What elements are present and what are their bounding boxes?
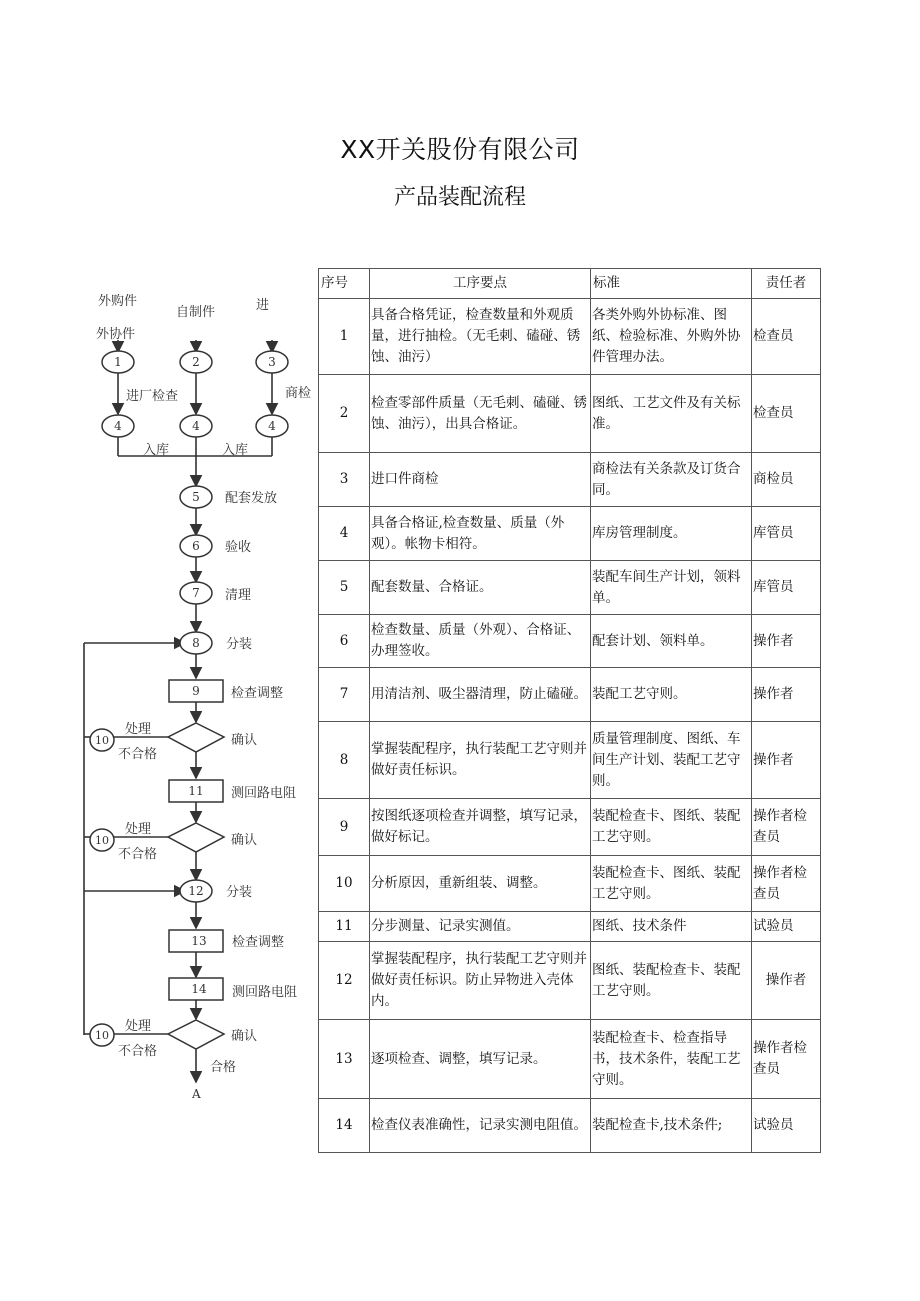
cell-standard: 装配检查卡、检查指导书，技术条件，装配工艺守则。 <box>591 1020 752 1099</box>
handle-label: 处理 <box>125 1019 152 1034</box>
cell-no: 14 <box>319 1099 370 1153</box>
cell-points: 检查仪表准确性，记录实测电阻值。 <box>370 1099 591 1153</box>
step-num: 10 <box>95 834 109 847</box>
cell-owner: 操作者检查员 <box>752 799 821 856</box>
step-num: 10 <box>95 734 109 747</box>
step-num: 12 <box>188 884 204 898</box>
fail-label: 不合格 <box>118 1044 158 1059</box>
step-label: 测回路电阻 <box>231 786 297 801</box>
cell-owner: 库管员 <box>752 561 821 615</box>
step-label: 检查调整 <box>232 935 285 950</box>
cell-owner: 操作者 <box>752 668 821 722</box>
cell-owner: 检查员 <box>752 299 821 375</box>
step-num: 3 <box>268 355 276 369</box>
pass-label: 合格 <box>210 1060 237 1075</box>
decision-label: 确认 <box>231 833 258 848</box>
cell-standard: 配套计划、领料单。 <box>591 615 752 668</box>
label-commodity-inspection: 商检 <box>285 386 312 401</box>
label-purchased: 外购件 <box>98 294 138 309</box>
cell-standard: 装配检查卡、图纸、装配工艺守则。 <box>591 799 752 856</box>
label-imported: 进 <box>256 298 270 313</box>
step-num: 9 <box>192 684 200 698</box>
table-row <box>319 912 821 942</box>
table-row <box>319 1099 821 1153</box>
cell-points: 检查数量、质量（外观）、合格证、办理签收。 <box>370 615 591 668</box>
step-num: 7 <box>192 586 200 600</box>
cell-points: 分步测量、记录实测值。 <box>370 912 591 942</box>
step-label: 配套发放 <box>225 491 278 506</box>
cell-owner: 试验员 <box>752 912 821 942</box>
cell-no: 8 <box>319 722 370 799</box>
step-num: 10 <box>95 1029 109 1042</box>
table-row <box>319 799 821 856</box>
cell-no: 10 <box>319 856 370 912</box>
cell-no: 4 <box>319 507 370 561</box>
table-row <box>319 453 821 507</box>
cell-no: 5 <box>319 561 370 615</box>
cell-owner: 检查员 <box>752 375 821 453</box>
cell-owner: 操作者 <box>752 942 821 1020</box>
label-warehouse-in-2: 入库 <box>222 443 249 458</box>
cell-owner: 操作者 <box>752 722 821 799</box>
decision-label: 确认 <box>231 733 258 748</box>
cell-standard: 装配工艺守则。 <box>591 668 752 722</box>
step-num: 4 <box>114 419 122 433</box>
cell-owner: 操作者检查员 <box>752 856 821 912</box>
step-label: 测回路电阻 <box>232 985 298 1000</box>
cell-standard: 图纸、装配检查卡、装配工艺守则。 <box>591 942 752 1020</box>
step-num: 14 <box>191 982 207 996</box>
label-warehouse-in-1: 入库 <box>143 443 170 458</box>
cell-standard: 装配车间生产计划，领料单。 <box>591 561 752 615</box>
step-num: 8 <box>192 636 200 650</box>
cell-owner: 操作者 <box>752 615 821 668</box>
table-row <box>319 856 821 912</box>
label-outsourced: 外协件 <box>96 327 136 342</box>
assembly-flowchart <box>0 0 318 1120</box>
cell-no: 2 <box>319 375 370 453</box>
cell-points: 检查零部件质量（无毛刺、磕碰、锈蚀、油污），出具合格证。 <box>370 375 591 453</box>
cell-points: 具备合格证,检查数量、质量（外观）。帐物卡相符。 <box>370 507 591 561</box>
company-title: XX开关股份有限公司 <box>340 135 580 164</box>
header-no: 序号 <box>319 269 370 299</box>
table-row <box>319 561 821 615</box>
fail-label: 不合格 <box>118 847 158 862</box>
handle-label: 处理 <box>125 722 152 737</box>
decision-1-diamond <box>168 723 224 752</box>
step-label: 验收 <box>225 540 252 555</box>
handle-label: 处理 <box>125 822 152 837</box>
fail-label: 不合格 <box>118 747 158 762</box>
end-label: A <box>192 1087 201 1101</box>
table-row <box>319 507 821 561</box>
cell-standard: 质量管理制度、图纸、车间生产计划、装配工艺守则。 <box>591 722 752 799</box>
cell-standard: 装配检查卡、图纸、装配工艺守则。 <box>591 856 752 912</box>
step-num: 6 <box>192 539 200 553</box>
process-table <box>318 268 821 1153</box>
cell-points: 配套数量、合格证。 <box>370 561 591 615</box>
table-header-row <box>319 269 821 299</box>
cell-points: 逐项检查、调整，填写记录。 <box>370 1020 591 1099</box>
step-label: 检查调整 <box>231 686 284 701</box>
cell-owner: 操作者检查员 <box>752 1020 821 1099</box>
header-points: 工序要点 <box>370 269 591 299</box>
cell-standard: 图纸、技术条件 <box>591 912 752 942</box>
step-label: 分装 <box>226 885 253 900</box>
document-title: 产品装配流程 <box>393 185 526 210</box>
step-num: 11 <box>188 784 204 798</box>
cell-standard: 图纸、工艺文件及有关标准。 <box>591 375 752 453</box>
cell-points: 具备合格凭证，检查数量和外观质量，进行抽检。（无毛刺、磕碰、锈蚀、油污） <box>370 299 591 375</box>
decision-label: 确认 <box>231 1029 258 1044</box>
step-num: 1 <box>114 355 122 369</box>
label-incoming-inspection: 进厂检查 <box>126 389 179 404</box>
decision-3-diamond <box>168 1020 224 1049</box>
cell-no: 13 <box>319 1020 370 1099</box>
cell-owner: 试验员 <box>752 1099 821 1153</box>
step-num: 4 <box>268 419 276 433</box>
cell-points: 分析原因，重新组装、调整。 <box>370 856 591 912</box>
step-num: 4 <box>192 419 200 433</box>
cell-no: 7 <box>319 668 370 722</box>
cell-no: 1 <box>319 299 370 375</box>
cell-points: 按图纸逐项检查并调整，填写记录，做好标记。 <box>370 799 591 856</box>
header-standard: 标准 <box>591 269 752 299</box>
step-label: 分装 <box>226 637 253 652</box>
cell-points: 掌握装配程序，执行装配工艺守则并做好责任标识。防止异物进入壳体内。 <box>370 942 591 1020</box>
table-row <box>319 375 821 453</box>
cell-standard: 商检法有关条款及订货合同。 <box>591 453 752 507</box>
table-row <box>319 722 821 799</box>
cell-no: 12 <box>319 942 370 1020</box>
cell-owner: 库管员 <box>752 507 821 561</box>
cell-owner: 商检员 <box>752 453 821 507</box>
header-owner: 责任者 <box>752 269 821 299</box>
cell-points: 用清洁剂、吸尘器清理，防止磕碰。 <box>370 668 591 722</box>
table-row <box>319 942 821 1020</box>
cell-no: 3 <box>319 453 370 507</box>
cell-points: 掌握装配程序，执行装配工艺守则并做好责任标识。 <box>370 722 591 799</box>
table-row <box>319 299 821 375</box>
step-num: 13 <box>191 934 207 948</box>
table-row <box>319 1020 821 1099</box>
table-row <box>319 668 821 722</box>
step-num: 5 <box>192 490 200 504</box>
step-label: 清理 <box>225 588 252 603</box>
cell-points: 进口件商检 <box>370 453 591 507</box>
cell-no: 11 <box>319 912 370 942</box>
table-row <box>319 615 821 668</box>
cell-no: 6 <box>319 615 370 668</box>
step-num: 2 <box>192 355 200 369</box>
label-self-made: 自制件 <box>176 305 216 320</box>
cell-no: 9 <box>319 799 370 856</box>
decision-2-diamond <box>168 823 224 852</box>
cell-standard: 各类外购外协标准、图纸、检验标准、外购外协件管理办法。 <box>591 299 752 375</box>
cell-standard: 装配检查卡,技术条件; <box>591 1099 752 1153</box>
cell-standard: 库房管理制度。 <box>591 507 752 561</box>
